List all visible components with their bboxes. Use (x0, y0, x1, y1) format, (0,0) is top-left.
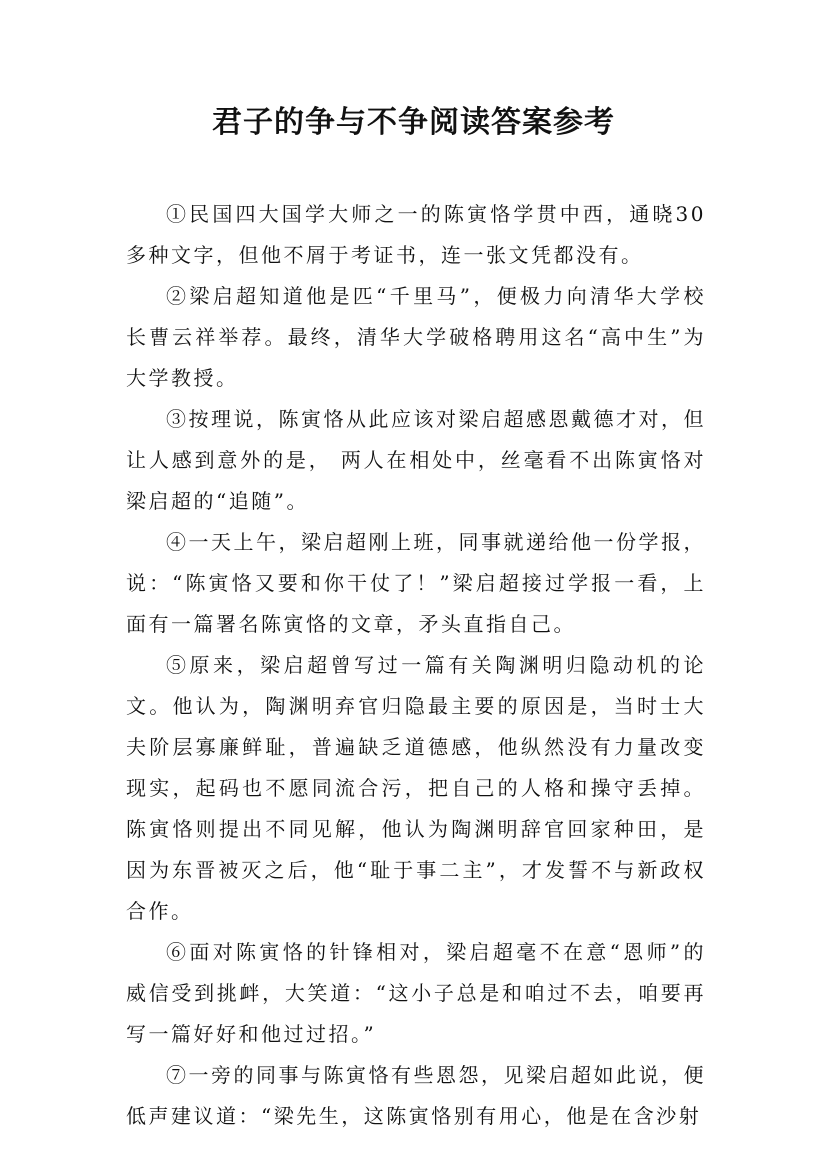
paragraph-3: ③按理说，陈寅恪从此应该对梁启超感恩戴德才对，但让人感到意外的是， 两人在相处中，丝毫看不出陈寅恪对梁启超的“追随”。 (126, 407, 706, 513)
paragraph-2: ②梁启超知道他是匹“千里马”，便极力向清华大学校长曹云祥举荐。最终，清华大学破格聘用这名“高中生”为大学教授。 (126, 284, 706, 390)
document-body (126, 194, 706, 1137)
paragraph-6: ⑥面对陈寅恪的针锋相对，梁启超毫不在意“恩师”的威信受到挑衅，大笑道：“这小子总是和咱过不去，咱要再写一篇好好和他过过招。” (126, 940, 706, 1046)
paragraph-5: ⑤原来，梁启超曾写过一篇有关陶渊明归隐动机的论文。他认为，陶渊明弃官归隐最主要的原因是，当时士大夫阶层寡廉鲜耻，普遍缺乏道德感，他纵然没有力量改变现实，起码也不愿同流合污，把自己的人格和操守丢掉。陈寅恪则提出不同见解，他认为陶渊明辞官回家种田，是因为东晋被灭之后，他“耻于事二主”，才发誓不与新政权合作。 (126, 653, 706, 923)
paragraph-7: ⑦一旁的同事与陈寅恪有些恩怨，见梁启超如此说，便低声建议道：“梁先生，这陈寅恪别有用心，他是在含沙射 (126, 1063, 706, 1128)
paragraph-4: ④一天上午，梁启超刚上班，同事就递给他一份学报，说：“陈寅恪又要和你干仗了！”梁启超接过学报一看，上面有一篇署名陈寅恪的文章，矛头直指自己。 (126, 530, 706, 636)
document-title: 君子的争与不争阅读答案参考 (212, 105, 615, 140)
paragraph-1: ①民国四大国学大师之一的陈寅恪学贯中西，通晓30多种文字，但他不屑于考证书，连一张文凭都没有。 (126, 202, 706, 267)
